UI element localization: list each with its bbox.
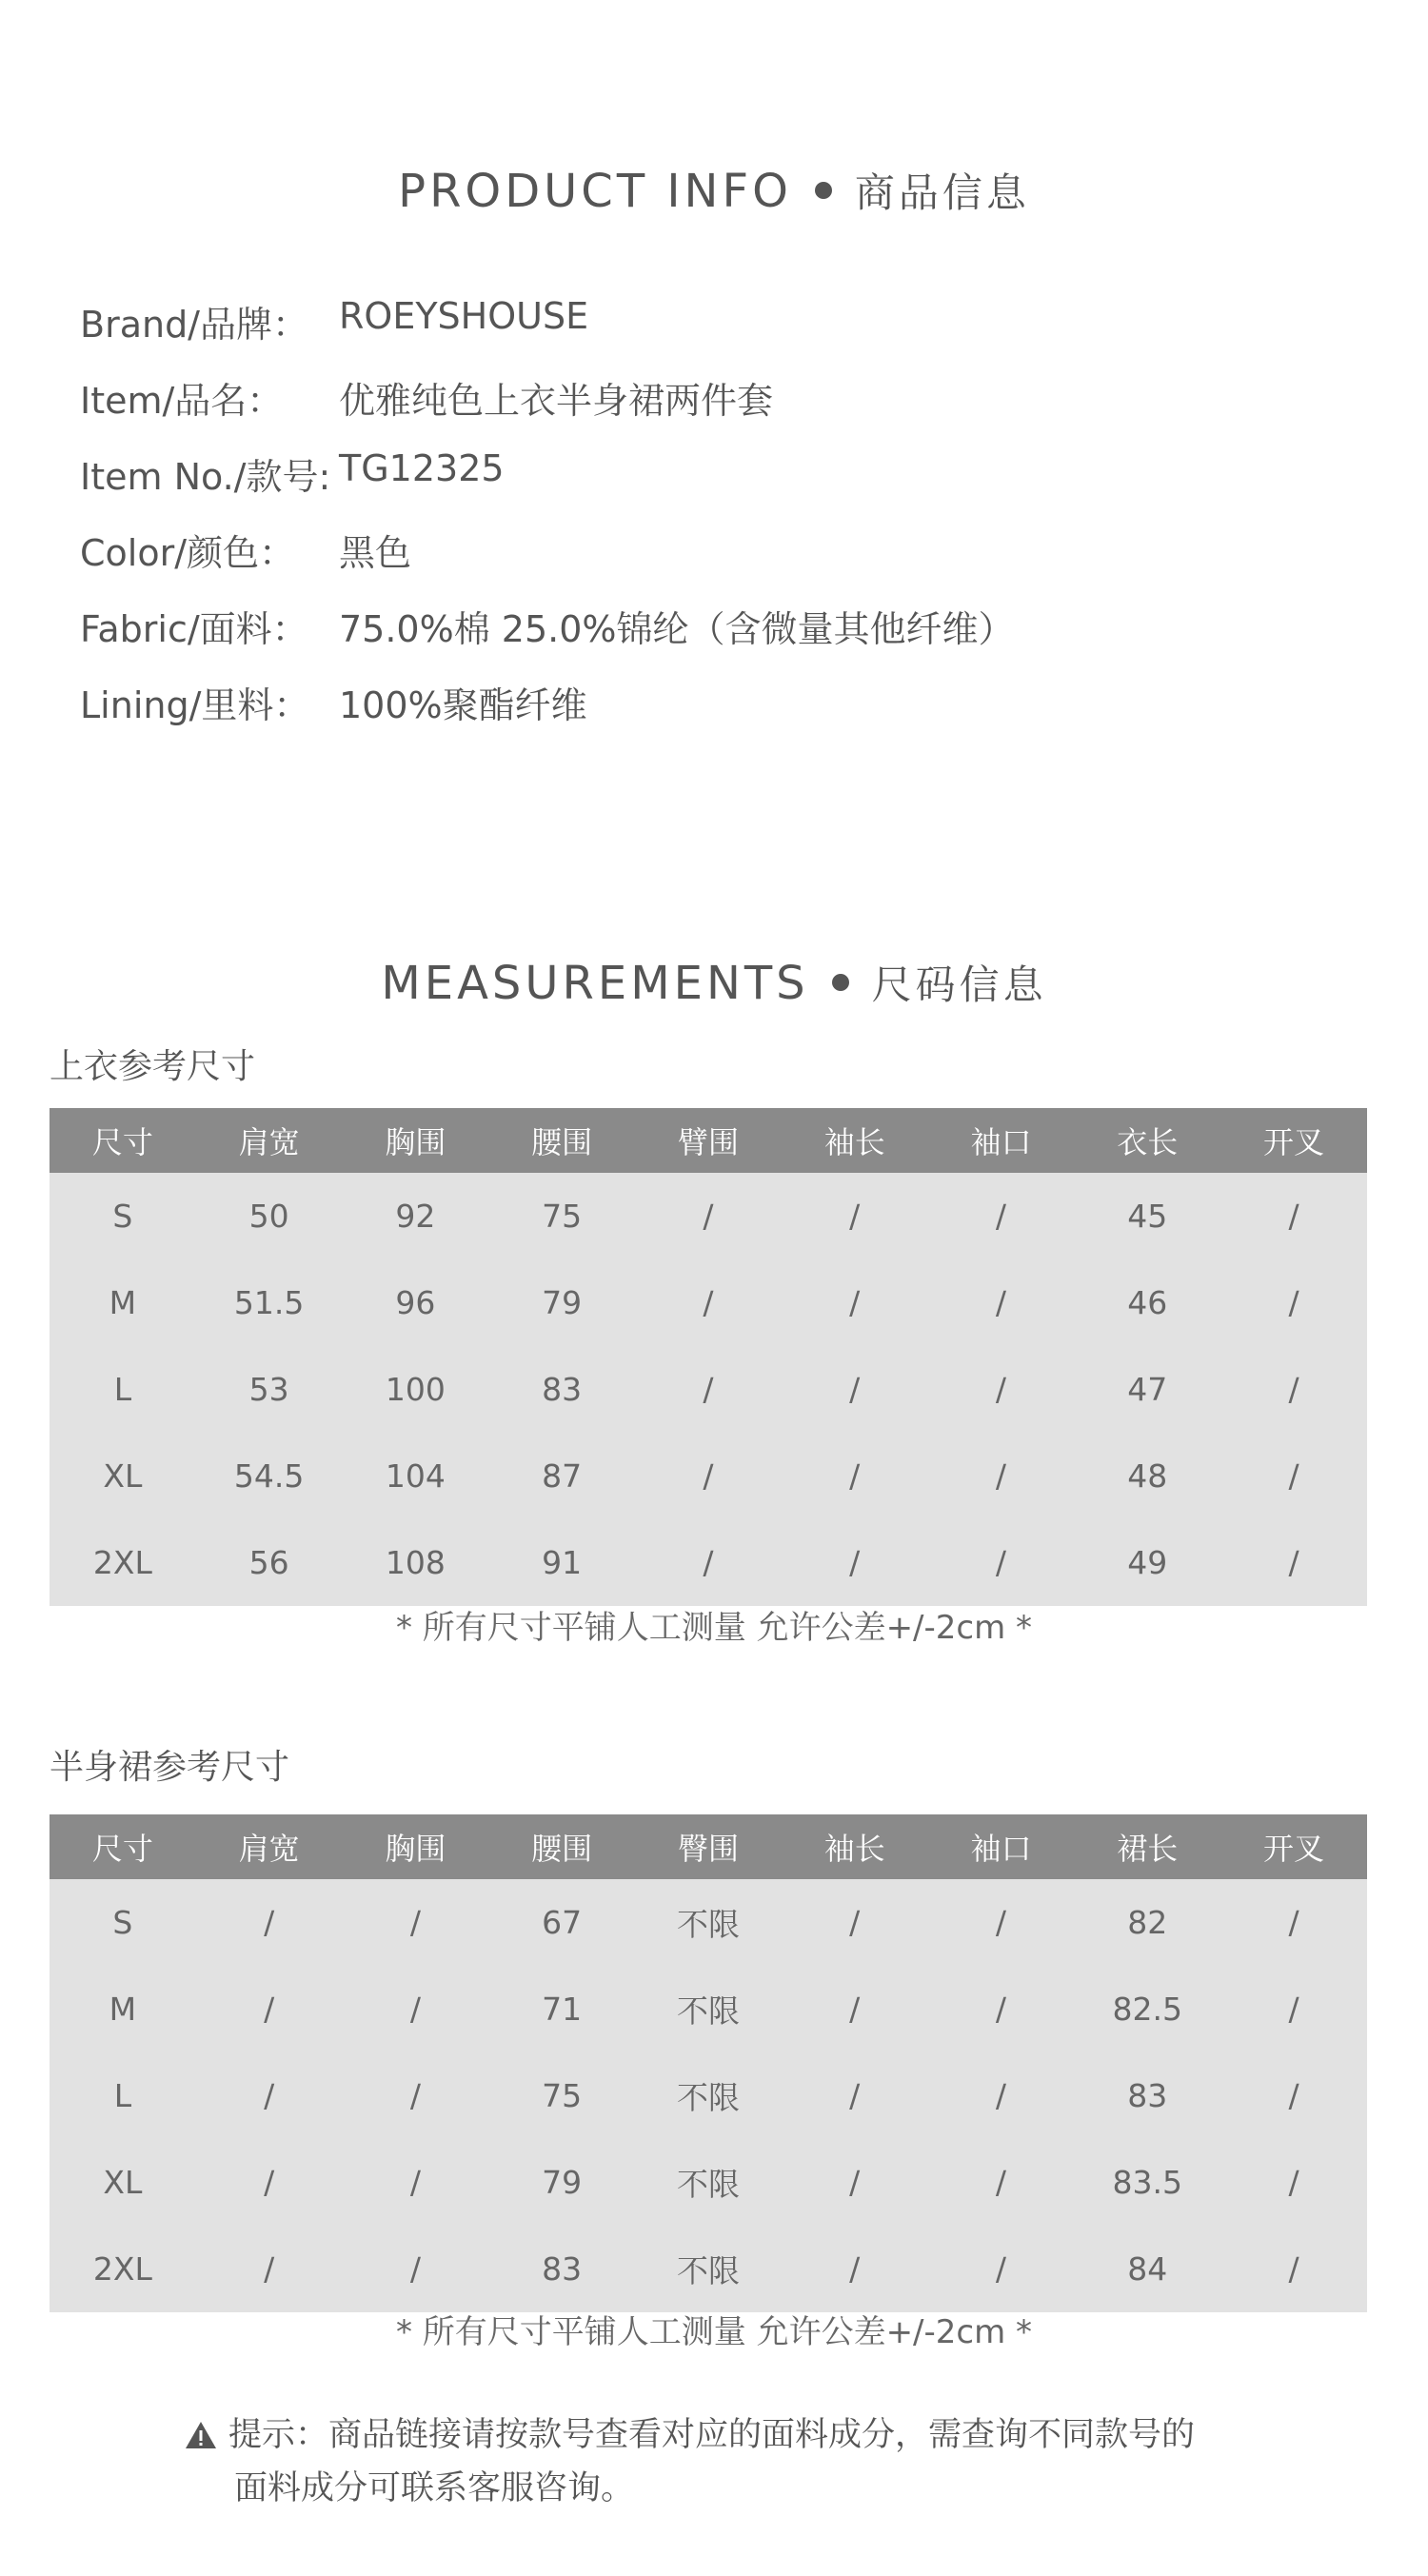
measurements-title bbox=[0, 954, 1428, 1011]
table-cell: / bbox=[928, 1966, 1075, 2052]
info-key: Color/颜色： bbox=[80, 532, 296, 574]
table-cell: L bbox=[50, 2052, 196, 2139]
table-cell: / bbox=[196, 2052, 343, 2139]
table-cell: S bbox=[50, 1173, 196, 1259]
column-header: 腰围 bbox=[488, 1108, 635, 1173]
table-cell: 48 bbox=[1074, 1433, 1220, 1519]
column-header: 尺寸 bbox=[50, 1814, 196, 1879]
table-cell: 84 bbox=[1074, 2226, 1220, 2312]
column-header: 袖口 bbox=[928, 1108, 1075, 1173]
table-cell: / bbox=[635, 1433, 782, 1519]
skirt-size-table bbox=[50, 1814, 1367, 2312]
column-header: 肩宽 bbox=[196, 1108, 343, 1173]
table-row bbox=[50, 1433, 1367, 1519]
tip-notice bbox=[185, 2408, 1195, 2515]
table-cell: / bbox=[343, 1879, 489, 1966]
column-header: 胸围 bbox=[343, 1108, 489, 1173]
table-cell: 82 bbox=[1074, 1879, 1220, 1966]
table-cell: / bbox=[928, 1519, 1075, 1606]
table-cell: 不限 bbox=[635, 2052, 782, 2139]
table-cell: 47 bbox=[1074, 1346, 1220, 1433]
table-cell: M bbox=[50, 1966, 196, 2052]
table-cell: / bbox=[1220, 1879, 1367, 1966]
table-cell: / bbox=[782, 1173, 928, 1259]
table-cell: 75 bbox=[488, 2052, 635, 2139]
table-cell: / bbox=[782, 2226, 928, 2312]
table-cell: / bbox=[635, 1259, 782, 1346]
table-row bbox=[50, 1966, 1367, 2052]
table-cell: / bbox=[1220, 2226, 1367, 2312]
product-info-title bbox=[0, 162, 1428, 219]
table-cell: / bbox=[928, 1879, 1075, 1966]
table-cell: / bbox=[196, 1879, 343, 1966]
top-table-caption: 上衣参考尺寸 bbox=[50, 1047, 256, 1086]
table-cell: / bbox=[343, 2139, 489, 2226]
table-cell: 104 bbox=[343, 1433, 489, 1519]
info-value: TG12325 bbox=[339, 447, 505, 489]
table-cell: 50 bbox=[196, 1173, 343, 1259]
table-cell: / bbox=[928, 1173, 1075, 1259]
table-row bbox=[50, 1519, 1367, 1606]
table-cell: / bbox=[782, 1433, 928, 1519]
column-header: 开叉 bbox=[1220, 1814, 1367, 1879]
table-cell: 71 bbox=[488, 1966, 635, 2052]
table-cell: M bbox=[50, 1259, 196, 1346]
tip-line-1-row bbox=[185, 2408, 1195, 2462]
table-cell: 108 bbox=[343, 1519, 489, 1606]
table-cell: / bbox=[1220, 1173, 1367, 1259]
table-cell: / bbox=[782, 1259, 928, 1346]
table-cell: / bbox=[196, 2139, 343, 2226]
column-header: 袖口 bbox=[928, 1814, 1075, 1879]
product-info-title-en: PRODUCT INFO bbox=[398, 165, 792, 218]
table-cell: 96 bbox=[343, 1259, 489, 1346]
bullet-dot bbox=[832, 974, 849, 991]
info-key: Lining/里料： bbox=[80, 684, 310, 726]
table-cell: L bbox=[50, 1346, 196, 1433]
info-value: 100%聚酯纤维 bbox=[339, 684, 587, 726]
table-header-row bbox=[50, 1108, 1367, 1173]
table-cell: 83.5 bbox=[1074, 2139, 1220, 2226]
table-cell: XL bbox=[50, 1433, 196, 1519]
table-cell: 不限 bbox=[635, 2226, 782, 2312]
table-cell: 不限 bbox=[635, 1879, 782, 1966]
table-cell: 51.5 bbox=[196, 1259, 343, 1346]
info-value: ROEYSHOUSE bbox=[339, 295, 589, 337]
table-cell: 54.5 bbox=[196, 1433, 343, 1519]
column-header: 腰围 bbox=[488, 1814, 635, 1879]
column-header: 尺寸 bbox=[50, 1108, 196, 1173]
table-cell: 83 bbox=[488, 2226, 635, 2312]
table-cell: 79 bbox=[488, 2139, 635, 2226]
table-cell: / bbox=[1220, 1433, 1367, 1519]
warning-icon bbox=[185, 2421, 217, 2449]
table-cell: 不限 bbox=[635, 2139, 782, 2226]
table-cell: / bbox=[196, 1966, 343, 2052]
table-cell: 56 bbox=[196, 1519, 343, 1606]
table-row bbox=[50, 2139, 1367, 2226]
column-header: 袖长 bbox=[782, 1814, 928, 1879]
table-cell: 2XL bbox=[50, 1519, 196, 1606]
skirt-table-caption: 半身裙参考尺寸 bbox=[50, 1748, 290, 1787]
info-value: 黑色 bbox=[339, 532, 412, 574]
table-cell: 100 bbox=[343, 1346, 489, 1433]
table-cell: 46 bbox=[1074, 1259, 1220, 1346]
info-value: 优雅纯色上衣半身裙两件套 bbox=[339, 380, 774, 422]
table-row bbox=[50, 1346, 1367, 1433]
table-cell: 67 bbox=[488, 1879, 635, 1966]
table-cell: / bbox=[635, 1346, 782, 1433]
table-cell: / bbox=[928, 2226, 1075, 2312]
table-row bbox=[50, 1879, 1367, 1966]
table-cell: / bbox=[782, 2052, 928, 2139]
table-cell: / bbox=[635, 1173, 782, 1259]
info-value: 75.0%棉 25.0%锦纶（含微量其他纤维） bbox=[339, 608, 1015, 650]
table-cell: 92 bbox=[343, 1173, 489, 1259]
column-header: 衣长 bbox=[1074, 1108, 1220, 1173]
top-table-note: * 所有尺寸平铺人工测量 允许公差+/-2cm * bbox=[395, 1609, 1033, 1647]
table-cell: / bbox=[928, 1433, 1075, 1519]
column-header: 袖长 bbox=[782, 1108, 928, 1173]
table-cell: / bbox=[928, 1346, 1075, 1433]
tip-line-1: 提示：商品链接请按款号查看对应的面料成分，需查询不同款号的 bbox=[228, 2416, 1196, 2454]
table-cell: / bbox=[782, 1519, 928, 1606]
table-cell: S bbox=[50, 1879, 196, 1966]
measurements-title-en: MEASUREMENTS bbox=[381, 957, 809, 1010]
table-cell: 82.5 bbox=[1074, 1966, 1220, 2052]
table-cell: / bbox=[928, 1259, 1075, 1346]
column-header: 臂围 bbox=[635, 1108, 782, 1173]
table-cell: / bbox=[782, 1879, 928, 1966]
table-cell: / bbox=[635, 1519, 782, 1606]
table-cell: 83 bbox=[488, 1346, 635, 1433]
table-row bbox=[50, 2226, 1367, 2312]
table-cell: / bbox=[196, 2226, 343, 2312]
info-key: Fabric/面料： bbox=[80, 608, 308, 650]
skirt-table-note: * 所有尺寸平铺人工测量 允许公差+/-2cm * bbox=[395, 2313, 1033, 2351]
table-body bbox=[50, 1879, 1367, 2312]
table-cell: 53 bbox=[196, 1346, 343, 1433]
table-cell: 2XL bbox=[50, 2226, 196, 2312]
table-cell: / bbox=[343, 2226, 489, 2312]
measurements-title-cn: 尺码信息 bbox=[871, 961, 1047, 1008]
table-cell: / bbox=[1220, 2052, 1367, 2139]
table-cell: 49 bbox=[1074, 1519, 1220, 1606]
column-header: 臀围 bbox=[635, 1814, 782, 1879]
table-body bbox=[50, 1173, 1367, 1606]
column-header: 胸围 bbox=[343, 1814, 489, 1879]
product-info-title-cn: 商品信息 bbox=[854, 169, 1030, 216]
table-cell: 75 bbox=[488, 1173, 635, 1259]
table-cell: 79 bbox=[488, 1259, 635, 1346]
column-header: 裙长 bbox=[1074, 1814, 1220, 1879]
column-header: 肩宽 bbox=[196, 1814, 343, 1879]
table-cell: / bbox=[1220, 1346, 1367, 1433]
table-cell: / bbox=[782, 2139, 928, 2226]
column-header: 开叉 bbox=[1220, 1108, 1367, 1173]
table-cell: / bbox=[782, 1966, 928, 2052]
table-cell: 87 bbox=[488, 1433, 635, 1519]
table-cell: / bbox=[1220, 2139, 1367, 2226]
info-key: Item No./款号: bbox=[80, 456, 331, 498]
table-cell: / bbox=[343, 2052, 489, 2139]
table-row bbox=[50, 1173, 1367, 1259]
info-key: Brand/品牌： bbox=[80, 304, 308, 346]
table-cell: / bbox=[1220, 1966, 1367, 2052]
info-key: Item/品名： bbox=[80, 380, 284, 422]
top-size-table bbox=[50, 1108, 1367, 1606]
table-cell: / bbox=[928, 2052, 1075, 2139]
table-cell: / bbox=[928, 2139, 1075, 2226]
table-cell: 不限 bbox=[635, 1966, 782, 2052]
table-cell: 45 bbox=[1074, 1173, 1220, 1259]
table-header-row bbox=[50, 1814, 1367, 1879]
tip-line-2: 面料成分可联系客服咨询。 bbox=[234, 2469, 635, 2507]
table-cell: 91 bbox=[488, 1519, 635, 1606]
table-cell: / bbox=[1220, 1259, 1367, 1346]
table-row bbox=[50, 2052, 1367, 2139]
table-cell: / bbox=[1220, 1519, 1367, 1606]
bullet-dot bbox=[815, 182, 832, 199]
table-row bbox=[50, 1259, 1367, 1346]
table-cell: / bbox=[343, 1966, 489, 2052]
table-cell: XL bbox=[50, 2139, 196, 2226]
table-cell: 83 bbox=[1074, 2052, 1220, 2139]
table-cell: / bbox=[782, 1346, 928, 1433]
